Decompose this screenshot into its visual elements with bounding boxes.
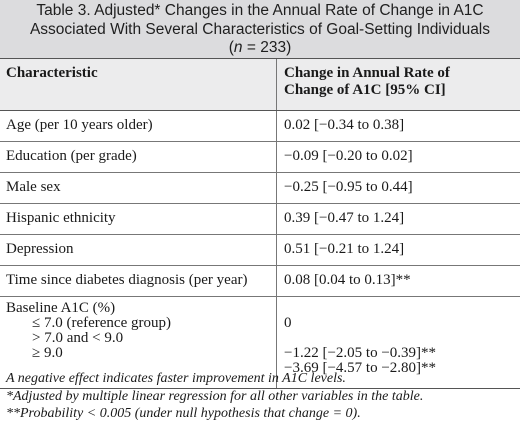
baseline-sub-3: ≥ 9.0	[32, 345, 63, 361]
baseline-value-3: −3.69 [−4.57 to −2.80]**	[284, 360, 437, 376]
header-characteristic: Characteristic	[0, 59, 277, 110]
row-label: Depression	[0, 235, 277, 265]
title-line-1: Table 3. Adjusted* Changes in the Annual Rate of Change in A1C	[36, 2, 484, 19]
table-row	[0, 173, 520, 204]
row-value: 0.02 [−0.34 to 0.38]	[284, 117, 405, 133]
row-value: −0.09 [−0.20 to 0.02]	[284, 148, 413, 164]
header-change-line-1: Change in Annual Rate of	[284, 65, 450, 81]
header-change-line-2: Change of A1C [95% CI]	[284, 82, 446, 98]
title-line-2: Associated With Several Characteristics of Goal-Setting Individuals	[29, 20, 491, 38]
row-label: Age (per 10 years older)	[0, 111, 277, 141]
baseline-sub-2: > 7.0 and < 9.0	[32, 330, 124, 346]
row-value: 0.51 [−0.21 to 1.24]	[284, 241, 405, 257]
results-table	[0, 58, 520, 389]
row-label: Education (per grade)	[0, 142, 277, 172]
baseline-value-1: 0	[284, 315, 292, 331]
table-footnotes	[6, 370, 518, 423]
footnote-2: *Adjusted by multiple linear regression for all other variables in the table.	[6, 388, 424, 404]
row-label: Hispanic ethnicity	[0, 204, 277, 234]
table-row	[0, 142, 520, 173]
footnote-3: **Probability < 0.005 (under null hypothesis that change = 0).	[6, 406, 361, 421]
row-label: Male sex	[0, 173, 277, 203]
table-row	[0, 204, 520, 235]
row-label: Time since diabetes diagnosis (per year)	[0, 266, 277, 296]
footnote-1: A negative effect indicates faster improvement in A1C levels.	[6, 371, 346, 386]
header-change	[277, 59, 520, 110]
n-rest: = 233)	[242, 39, 292, 56]
row-value: 0.08 [0.04 to 0.13]**	[284, 272, 411, 288]
table-row	[0, 235, 520, 266]
row-value: 0.39 [−0.47 to 1.24]	[284, 210, 405, 226]
table-row	[0, 266, 520, 297]
baseline-label: Baseline A1C (%)	[6, 300, 116, 316]
baseline-value-2: −1.22 [−2.05 to −0.39]**	[284, 345, 437, 361]
table-title	[0, 0, 520, 58]
table-header-row	[0, 59, 520, 111]
row-value: −0.25 [−0.95 to 0.44]	[284, 179, 413, 195]
table-row	[0, 111, 520, 142]
baseline-sub-1: ≤ 7.0 (reference group)	[32, 315, 171, 331]
n-open: (	[228, 39, 234, 56]
n-variable: n	[233, 39, 243, 56]
title-sample-size	[0, 39, 520, 58]
